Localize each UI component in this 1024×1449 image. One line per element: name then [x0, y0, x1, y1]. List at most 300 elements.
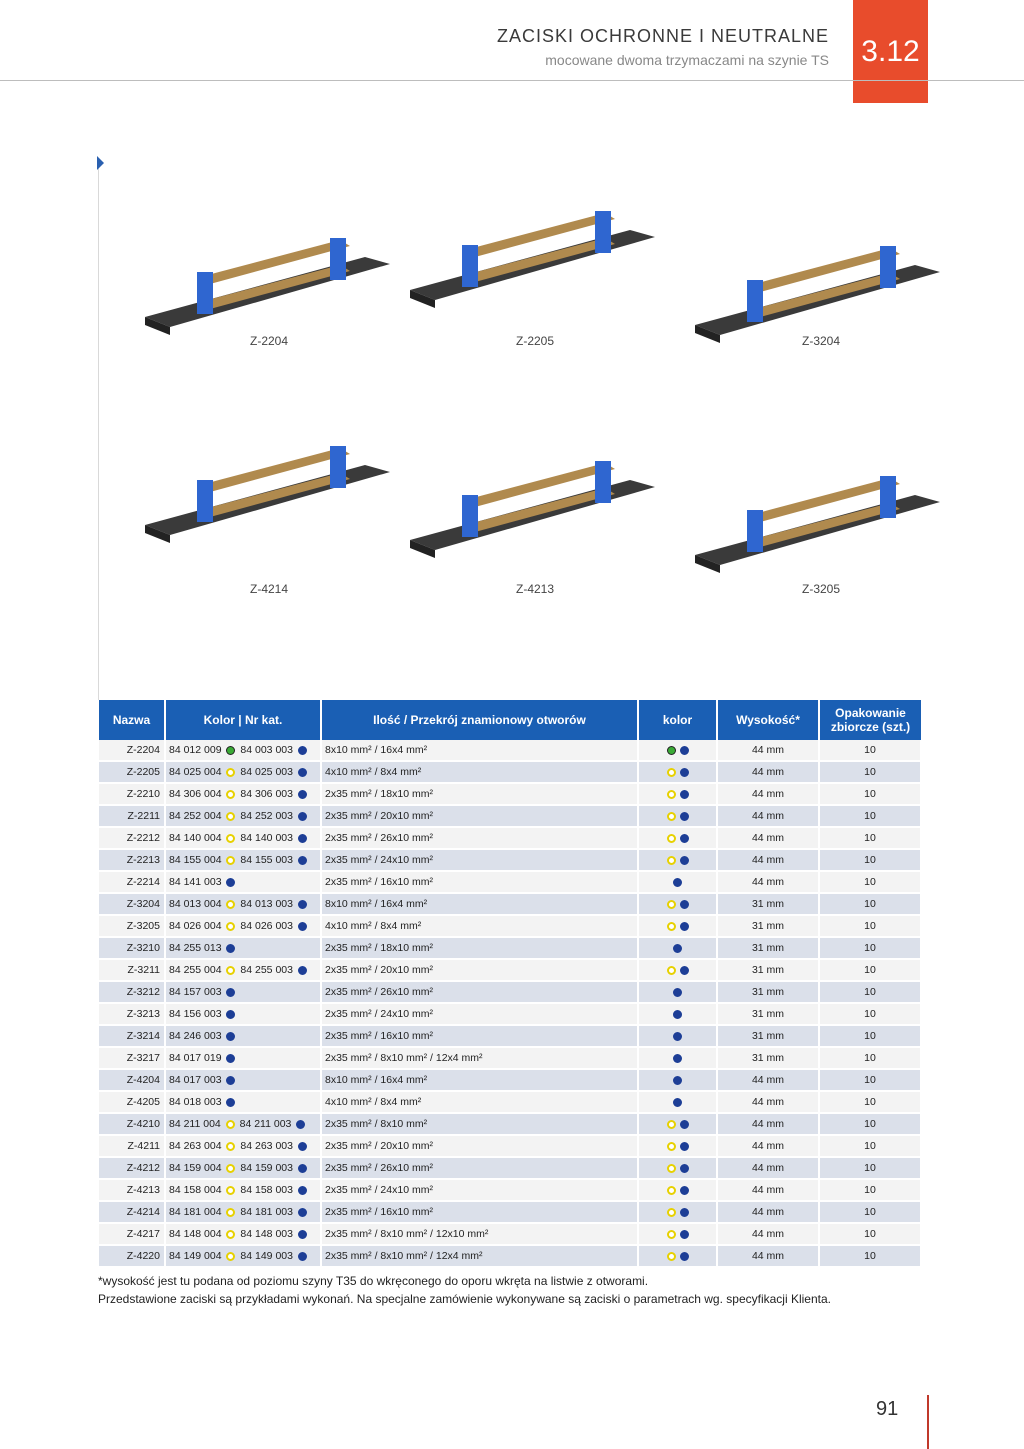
cell-color-cat — [165, 1069, 321, 1091]
cat-number: 84 140 004 — [169, 832, 222, 844]
product-image — [695, 470, 975, 580]
cell-pack: 10 — [819, 1069, 921, 1091]
yellow-dot-icon — [667, 768, 676, 777]
cell-name: Z-4217 — [99, 1223, 165, 1245]
cell-pack: 10 — [819, 959, 921, 981]
cell-holes: 4x10 mm² / 8x4 mm² — [321, 915, 638, 937]
page-subtitle: mocowane dwoma trzymaczami na szynie TS — [545, 52, 829, 68]
cat-number: 84 211 004 — [169, 1118, 221, 1130]
blue-dot-icon — [673, 988, 682, 997]
cell-name: Z-4204 — [99, 1069, 165, 1091]
blue-dot-icon — [298, 1142, 307, 1151]
cell-holes: 8x10 mm² / 16x4 mm² — [321, 1069, 638, 1091]
cat-number: 84 156 003 — [169, 1008, 222, 1020]
blue-dot-icon — [680, 1252, 689, 1261]
cell-color-cat — [165, 1179, 321, 1201]
cell-name: Z-3204 — [99, 893, 165, 915]
cat-number: 84 159 004 — [169, 1162, 222, 1174]
cat-number: 84 017 003 — [169, 1074, 222, 1086]
table-row — [99, 1245, 921, 1267]
cell-pack: 10 — [819, 740, 921, 761]
cell-color — [638, 1135, 717, 1157]
green-dot-icon — [667, 746, 676, 755]
blue-dot-icon — [298, 856, 307, 865]
cat-number: 84 013 003 — [240, 898, 293, 910]
cat-number: 84 149 003 — [240, 1250, 293, 1262]
cell-pack: 10 — [819, 827, 921, 849]
blue-dot-icon — [226, 988, 235, 997]
cell-height: 44 mm — [717, 849, 819, 871]
blue-dot-icon — [680, 1230, 689, 1239]
cell-name: Z-2211 — [99, 805, 165, 827]
blue-dot-icon — [680, 900, 689, 909]
yellow-dot-icon — [226, 812, 235, 821]
cell-height: 44 mm — [717, 783, 819, 805]
cell-holes: 2x35 mm² / 24x10 mm² — [321, 1179, 638, 1201]
cell-color-cat — [165, 893, 321, 915]
cell-color — [638, 1069, 717, 1091]
left-divider — [98, 160, 99, 700]
cat-number: 84 158 004 — [169, 1184, 222, 1196]
yellow-dot-icon — [226, 1142, 235, 1151]
header-divider — [0, 80, 1024, 81]
cell-name: Z-2205 — [99, 761, 165, 783]
cat-number: 84 157 003 — [169, 986, 222, 998]
table-row — [99, 1201, 921, 1223]
cell-color — [638, 1113, 717, 1135]
cell-color-cat — [165, 1113, 321, 1135]
yellow-dot-icon — [667, 1230, 676, 1239]
cat-number: 84 013 004 — [169, 898, 222, 910]
cell-pack: 10 — [819, 1003, 921, 1025]
cell-pack: 10 — [819, 1047, 921, 1069]
cell-name: Z-4212 — [99, 1157, 165, 1179]
table-row — [99, 805, 921, 827]
blue-dot-icon — [298, 1164, 307, 1173]
cat-number: 84 255 004 — [169, 964, 222, 976]
blue-dot-icon — [226, 1010, 235, 1019]
cell-pack: 10 — [819, 1245, 921, 1267]
cell-height: 31 mm — [717, 893, 819, 915]
cell-color-cat — [165, 959, 321, 981]
cell-height: 31 mm — [717, 915, 819, 937]
table-row — [99, 761, 921, 783]
blue-dot-icon — [680, 790, 689, 799]
cell-name: Z-2214 — [99, 871, 165, 893]
cell-pack: 10 — [819, 783, 921, 805]
cell-pack: 10 — [819, 1157, 921, 1179]
footnote-custom: Przedstawione zaciski są przykładami wykonań. Na specjalne zamówienie wykonywane są zaciski o parametrach wg. specyfikacji Klienta. — [98, 1292, 831, 1306]
product-label: Z-4213 — [516, 582, 555, 596]
cell-pack: 10 — [819, 1201, 921, 1223]
cat-number: 84 140 003 — [240, 832, 293, 844]
product-image — [410, 455, 690, 565]
cat-number: 84 263 004 — [169, 1140, 222, 1152]
table-row — [99, 827, 921, 849]
cat-number: 84 025 003 — [240, 766, 293, 778]
cell-color — [638, 761, 717, 783]
cell-color-cat — [165, 783, 321, 805]
table-row — [99, 1135, 921, 1157]
blue-dot-icon — [673, 944, 682, 953]
cell-color — [638, 1025, 717, 1047]
blue-dot-icon — [226, 1098, 235, 1107]
cat-number: 84 306 004 — [169, 788, 222, 800]
cell-color — [638, 1003, 717, 1025]
cell-name: Z-4214 — [99, 1201, 165, 1223]
cell-color — [638, 959, 717, 981]
cell-height: 44 mm — [717, 1179, 819, 1201]
yellow-dot-icon — [226, 1186, 235, 1195]
blue-dot-icon — [680, 856, 689, 865]
cell-height: 44 mm — [717, 871, 819, 893]
cell-color-cat — [165, 1003, 321, 1025]
cat-number: 84 017 019 — [169, 1052, 222, 1064]
table-row — [99, 849, 921, 871]
table-row — [99, 1223, 921, 1245]
blue-dot-icon — [226, 878, 235, 887]
yellow-dot-icon — [667, 900, 676, 909]
cell-color — [638, 1179, 717, 1201]
cat-number: 84 026 003 — [240, 920, 293, 932]
cell-pack: 10 — [819, 893, 921, 915]
blue-dot-icon — [226, 1054, 235, 1063]
col-header-color: kolor — [638, 700, 717, 740]
cell-height: 44 mm — [717, 827, 819, 849]
cell-color-cat — [165, 1245, 321, 1267]
cell-name: Z-4211 — [99, 1135, 165, 1157]
blue-dot-icon — [680, 1120, 689, 1129]
yellow-dot-icon — [226, 834, 235, 843]
table-row — [99, 893, 921, 915]
cell-holes: 2x35 mm² / 16x10 mm² — [321, 1025, 638, 1047]
cell-height: 31 mm — [717, 1047, 819, 1069]
cell-color — [638, 1047, 717, 1069]
blue-dot-icon — [298, 1230, 307, 1239]
yellow-dot-icon — [226, 768, 235, 777]
cat-number: 84 012 009 — [169, 744, 222, 756]
blue-dot-icon — [680, 768, 689, 777]
cell-name: Z-4213 — [99, 1179, 165, 1201]
cat-number: 84 141 003 — [169, 876, 222, 888]
yellow-dot-icon — [667, 1142, 676, 1151]
cell-pack: 10 — [819, 1025, 921, 1047]
cat-number: 84 148 003 — [240, 1228, 293, 1240]
cell-color — [638, 849, 717, 871]
cell-holes: 2x35 mm² / 20x10 mm² — [321, 805, 638, 827]
cell-color — [638, 915, 717, 937]
cat-number: 84 252 003 — [240, 810, 293, 822]
cell-pack: 10 — [819, 849, 921, 871]
product-label: Z-2204 — [250, 334, 289, 348]
blue-dot-icon — [298, 746, 307, 755]
cell-color-cat — [165, 849, 321, 871]
cell-name: Z-2212 — [99, 827, 165, 849]
cat-number: 84 148 004 — [169, 1228, 222, 1240]
table-row — [99, 1091, 921, 1113]
cell-name: Z-3210 — [99, 937, 165, 959]
cell-name: Z-4205 — [99, 1091, 165, 1113]
cell-height: 44 mm — [717, 740, 819, 761]
blue-dot-icon — [680, 1186, 689, 1195]
cell-pack: 10 — [819, 937, 921, 959]
cell-color — [638, 1223, 717, 1245]
cell-color-cat — [165, 1135, 321, 1157]
cell-color — [638, 783, 717, 805]
blue-dot-icon — [298, 1208, 307, 1217]
product-label: Z-4214 — [250, 582, 289, 596]
cell-pack: 10 — [819, 1113, 921, 1135]
cat-number: 84 018 003 — [169, 1096, 222, 1108]
cell-height: 44 mm — [717, 1223, 819, 1245]
yellow-dot-icon — [226, 1252, 235, 1261]
table-row — [99, 740, 921, 761]
cell-color-cat — [165, 915, 321, 937]
col-header-height: Wysokość* — [717, 700, 819, 740]
yellow-dot-icon — [226, 922, 235, 931]
cat-number: 84 159 003 — [240, 1162, 293, 1174]
cell-pack: 10 — [819, 1091, 921, 1113]
col-header-pack: Opakowanie zbiorcze (szt.) — [819, 700, 921, 740]
cat-number: 84 255 013 — [169, 942, 222, 954]
cat-number: 84 246 003 — [169, 1030, 222, 1042]
cell-color-cat — [165, 1091, 321, 1113]
cell-color-cat — [165, 761, 321, 783]
cell-holes: 2x35 mm² / 18x10 mm² — [321, 937, 638, 959]
table-row — [99, 783, 921, 805]
cell-pack: 10 — [819, 761, 921, 783]
cat-number: 84 306 003 — [240, 788, 293, 800]
cell-name: Z-3213 — [99, 1003, 165, 1025]
yellow-dot-icon — [667, 834, 676, 843]
cell-height: 44 mm — [717, 1069, 819, 1091]
blue-dot-icon — [673, 1010, 682, 1019]
yellow-dot-icon — [667, 922, 676, 931]
yellow-dot-icon — [667, 812, 676, 821]
spec-table — [99, 700, 922, 1268]
cell-name: Z-2213 — [99, 849, 165, 871]
cat-number: 84 263 003 — [240, 1140, 293, 1152]
table-row — [99, 871, 921, 893]
blue-dot-icon — [298, 812, 307, 821]
cell-color — [638, 1091, 717, 1113]
cell-color — [638, 1245, 717, 1267]
cell-color — [638, 893, 717, 915]
cell-name: Z-2210 — [99, 783, 165, 805]
cell-height: 44 mm — [717, 1245, 819, 1267]
yellow-dot-icon — [667, 966, 676, 975]
yellow-dot-icon — [226, 966, 235, 975]
cell-height: 44 mm — [717, 1157, 819, 1179]
product-image — [145, 440, 425, 550]
cat-number: 84 255 003 — [240, 964, 293, 976]
blue-dot-icon — [226, 1032, 235, 1041]
table-row — [99, 1179, 921, 1201]
cell-color-cat — [165, 1047, 321, 1069]
blue-dot-icon — [298, 966, 307, 975]
cell-holes: 2x35 mm² / 26x10 mm² — [321, 1157, 638, 1179]
cat-number: 84 155 004 — [169, 854, 222, 866]
cell-name: Z-3217 — [99, 1047, 165, 1069]
blue-dot-icon — [673, 1032, 682, 1041]
cell-color — [638, 937, 717, 959]
blue-dot-icon — [680, 812, 689, 821]
col-header-holes: Ilość / Przekrój znamionowy otworów — [321, 700, 638, 740]
cell-pack: 10 — [819, 805, 921, 827]
cell-holes: 4x10 mm² / 8x4 mm² — [321, 761, 638, 783]
cell-height: 31 mm — [717, 937, 819, 959]
cell-name: Z-3211 — [99, 959, 165, 981]
yellow-dot-icon — [667, 790, 676, 799]
blue-dot-icon — [298, 900, 307, 909]
cell-height: 44 mm — [717, 805, 819, 827]
blue-dot-icon — [298, 1252, 307, 1261]
green-dot-icon — [226, 746, 235, 755]
cell-pack: 10 — [819, 1135, 921, 1157]
blue-dot-icon — [680, 1142, 689, 1151]
cell-color — [638, 1157, 717, 1179]
cell-holes: 2x35 mm² / 8x10 mm² / 12x10 mm² — [321, 1223, 638, 1245]
cat-number: 84 181 004 — [169, 1206, 222, 1218]
cell-height: 31 mm — [717, 1003, 819, 1025]
product-image — [145, 232, 425, 342]
cell-pack: 10 — [819, 1179, 921, 1201]
table-body — [99, 740, 921, 1267]
page-number: 91 — [876, 1398, 899, 1420]
cell-color — [638, 827, 717, 849]
cell-color-cat — [165, 805, 321, 827]
cat-number: 84 181 003 — [240, 1206, 293, 1218]
blue-dot-icon — [298, 1186, 307, 1195]
cell-holes: 8x10 mm² / 16x4 mm² — [321, 740, 638, 761]
blue-dot-icon — [680, 1164, 689, 1173]
blue-dot-icon — [680, 922, 689, 931]
cell-holes: 2x35 mm² / 20x10 mm² — [321, 1135, 638, 1157]
blue-dot-icon — [298, 834, 307, 843]
cell-color-cat — [165, 871, 321, 893]
blue-dot-icon — [680, 834, 689, 843]
blue-dot-icon — [673, 1098, 682, 1107]
blue-dot-icon — [673, 878, 682, 887]
cell-name: Z-2204 — [99, 740, 165, 761]
cell-name: Z-4220 — [99, 1245, 165, 1267]
cell-holes: 2x35 mm² / 24x10 mm² — [321, 1003, 638, 1025]
cat-number: 84 026 004 — [169, 920, 222, 932]
cell-holes: 2x35 mm² / 16x10 mm² — [321, 871, 638, 893]
cat-number: 84 003 003 — [240, 744, 293, 756]
blue-dot-icon — [673, 1076, 682, 1085]
col-header-color-cat: Kolor | Nr kat. — [165, 700, 321, 740]
yellow-dot-icon — [667, 1252, 676, 1261]
yellow-dot-icon — [667, 1120, 676, 1129]
table-row — [99, 1157, 921, 1179]
triangle-marker-icon — [97, 156, 104, 170]
cell-holes: 2x35 mm² / 18x10 mm² — [321, 783, 638, 805]
blue-dot-icon — [296, 1120, 305, 1129]
cell-color — [638, 981, 717, 1003]
table-row — [99, 915, 921, 937]
cell-holes: 2x35 mm² / 24x10 mm² — [321, 849, 638, 871]
table-row — [99, 1069, 921, 1091]
cell-holes: 4x10 mm² / 8x4 mm² — [321, 1091, 638, 1113]
cell-name: Z-4210 — [99, 1113, 165, 1135]
table-row — [99, 937, 921, 959]
cell-color-cat — [165, 937, 321, 959]
cell-holes: 2x35 mm² / 20x10 mm² — [321, 959, 638, 981]
cell-name: Z-3212 — [99, 981, 165, 1003]
cell-color — [638, 1201, 717, 1223]
cell-color-cat — [165, 740, 321, 761]
cell-height: 44 mm — [717, 761, 819, 783]
cell-height: 44 mm — [717, 1113, 819, 1135]
blue-dot-icon — [298, 768, 307, 777]
cat-number: 84 252 004 — [169, 810, 222, 822]
page-title: ZACISKI OCHRONNE I NEUTRALNE — [496, 26, 829, 46]
cell-color — [638, 805, 717, 827]
yellow-dot-icon — [226, 1120, 235, 1129]
yellow-dot-icon — [226, 1208, 235, 1217]
table-row — [99, 1113, 921, 1135]
blue-dot-icon — [226, 1076, 235, 1085]
cell-height: 44 mm — [717, 1201, 819, 1223]
table-row — [99, 959, 921, 981]
yellow-dot-icon — [667, 856, 676, 865]
blue-dot-icon — [680, 966, 689, 975]
cell-height: 31 mm — [717, 959, 819, 981]
cell-color-cat — [165, 1157, 321, 1179]
cell-holes: 2x35 mm² / 16x10 mm² — [321, 1201, 638, 1223]
cell-holes: 2x35 mm² / 8x10 mm² / 12x4 mm² — [321, 1245, 638, 1267]
table-row — [99, 1003, 921, 1025]
cell-color — [638, 871, 717, 893]
section-badge: 3.12 — [853, 0, 928, 103]
yellow-dot-icon — [667, 1186, 676, 1195]
cell-color-cat — [165, 1223, 321, 1245]
cat-number: 84 155 003 — [240, 854, 293, 866]
cell-pack: 10 — [819, 871, 921, 893]
yellow-dot-icon — [667, 1208, 676, 1217]
table-row — [99, 981, 921, 1003]
cell-color — [638, 740, 717, 761]
blue-dot-icon — [298, 922, 307, 931]
cell-holes: 2x35 mm² / 8x10 mm² / 12x4 mm² — [321, 1047, 638, 1069]
cell-holes: 8x10 mm² / 16x4 mm² — [321, 893, 638, 915]
cat-number: 84 158 003 — [240, 1184, 293, 1196]
product-label: Z-3205 — [802, 582, 841, 596]
cell-height: 31 mm — [717, 981, 819, 1003]
cell-color-cat — [165, 981, 321, 1003]
yellow-dot-icon — [667, 1164, 676, 1173]
cell-pack: 10 — [819, 981, 921, 1003]
blue-dot-icon — [298, 790, 307, 799]
cell-height: 44 mm — [717, 1091, 819, 1113]
cell-color-cat — [165, 827, 321, 849]
yellow-dot-icon — [226, 900, 235, 909]
product-label: Z-2205 — [516, 334, 555, 348]
table-row — [99, 1025, 921, 1047]
table-row — [99, 1047, 921, 1069]
product-image — [410, 205, 690, 315]
cell-name: Z-3205 — [99, 915, 165, 937]
cell-holes: 2x35 mm² / 26x10 mm² — [321, 981, 638, 1003]
cell-height: 44 mm — [717, 1135, 819, 1157]
product-label: Z-3204 — [802, 334, 841, 348]
table-header-row — [99, 700, 921, 740]
cell-color-cat — [165, 1201, 321, 1223]
cat-number: 84 025 004 — [169, 766, 222, 778]
cat-number: 84 211 003 — [239, 1118, 292, 1130]
yellow-dot-icon — [226, 856, 235, 865]
